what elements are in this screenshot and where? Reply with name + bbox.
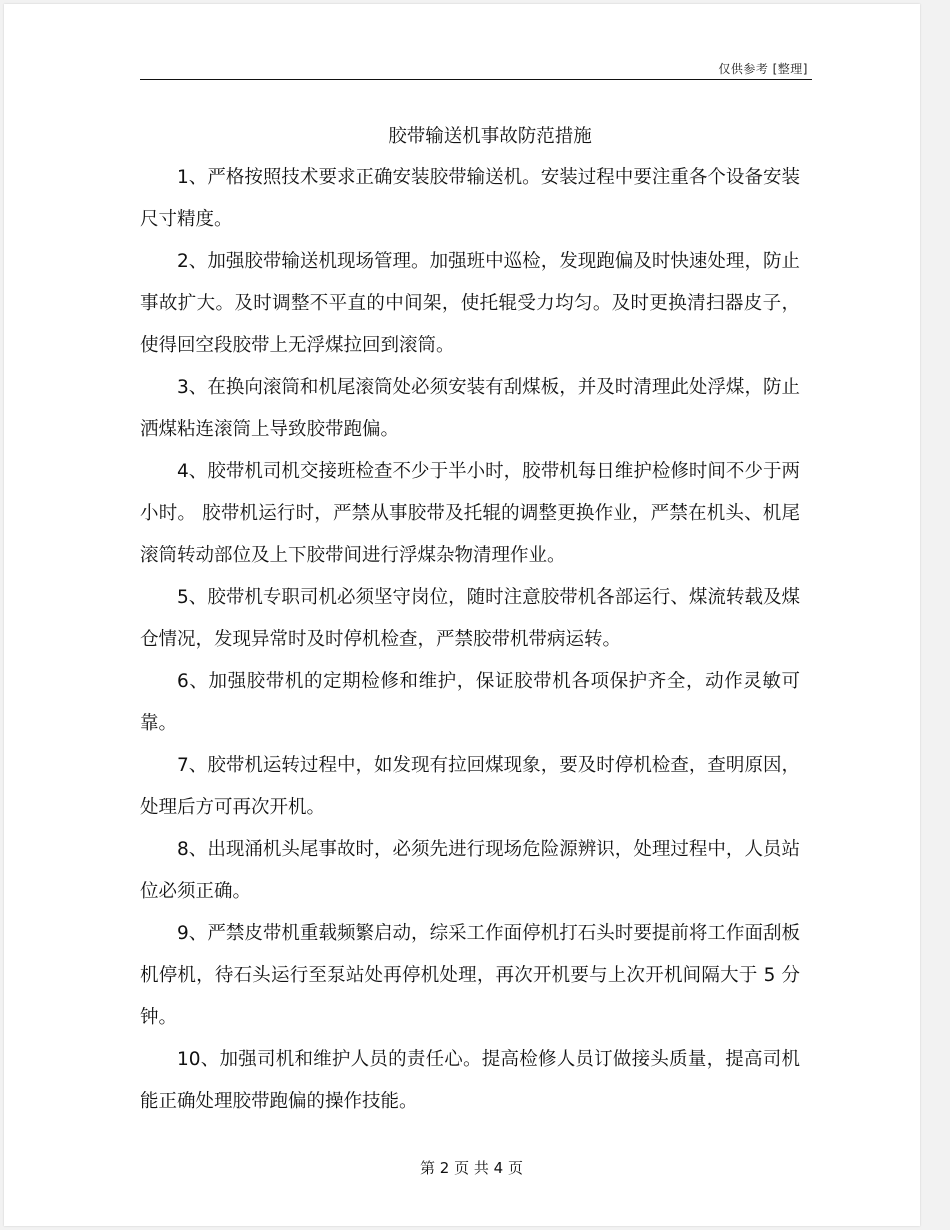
- paragraph-4: 4、胶带机司机交接班检查不少于半小时，胶带机每日维护检修时间不少于两小时。 胶带机运行时，严禁从事胶带及托辊的调整更换作业，严禁在机头、机尾滚筒转动部位及上下胶带间进行浮煤杂物清理作业。: [140, 461, 800, 566]
- paragraph-1: 1、严格按照技术要求正确安装胶带输送机。安装过程中要注重各个设备安装尺寸精度。: [140, 167, 800, 230]
- paragraph-9: 9、严禁皮带机重载频繁启动，综采工作面停机打石头时要提前将工作面刮板机停机，待石头运行至泵站处再停机处理，再次开机要与上次开机间隔大于 5 分钟。: [140, 923, 800, 1028]
- document-page: [4, 4, 920, 1226]
- paragraph-5: 5、胶带机专职司机必须坚守岗位，随时注意胶带机各部运行、煤流转载及煤仓情况，发现异常时及时停机检查，严禁胶带机带病运转。: [140, 587, 800, 650]
- paragraph-8: 8、出现涌机头尾事故时，必须先进行现场危险源辨识，处理过程中，人员站位必须正确。: [140, 839, 800, 902]
- document-title: 胶带输送机事故防范措施: [388, 126, 592, 147]
- document-body: [140, 157, 800, 1123]
- paragraph-6: 6、加强胶带机的定期检修和维护，保证胶带机各项保护齐全，动作灵敏可靠。: [140, 671, 800, 734]
- page-number: 第 2 页 共 4 页: [420, 1159, 523, 1177]
- paragraph-2: 2、加强胶带输送机现场管理。加强班中巡检，发现跑偏及时快速处理，防止事故扩大。及时调整不平直的中间架，使托辊受力均匀。及时更换清扫器皮子，使得回空段胶带上无浮煤拉回到滚筒。: [140, 251, 800, 356]
- header-note: 仅供参考 [整理]: [718, 62, 808, 76]
- paragraph-7: 7、胶带机运转过程中，如发现有拉回煤现象，要及时停机检查，查明原因，处理后方可再次开机。: [140, 755, 800, 818]
- paragraph-3: 3、在换向滚筒和机尾滚筒处必须安装有刮煤板，并及时清理此处浮煤，防止洒煤粘连滚筒上导致胶带跑偏。: [140, 377, 800, 440]
- paragraph-10: 10、加强司机和维护人员的责任心。提高检修人员订做接头质量，提高司机能正确处理胶带跑偏的操作技能。: [140, 1049, 800, 1112]
- header-rule: [140, 79, 812, 80]
